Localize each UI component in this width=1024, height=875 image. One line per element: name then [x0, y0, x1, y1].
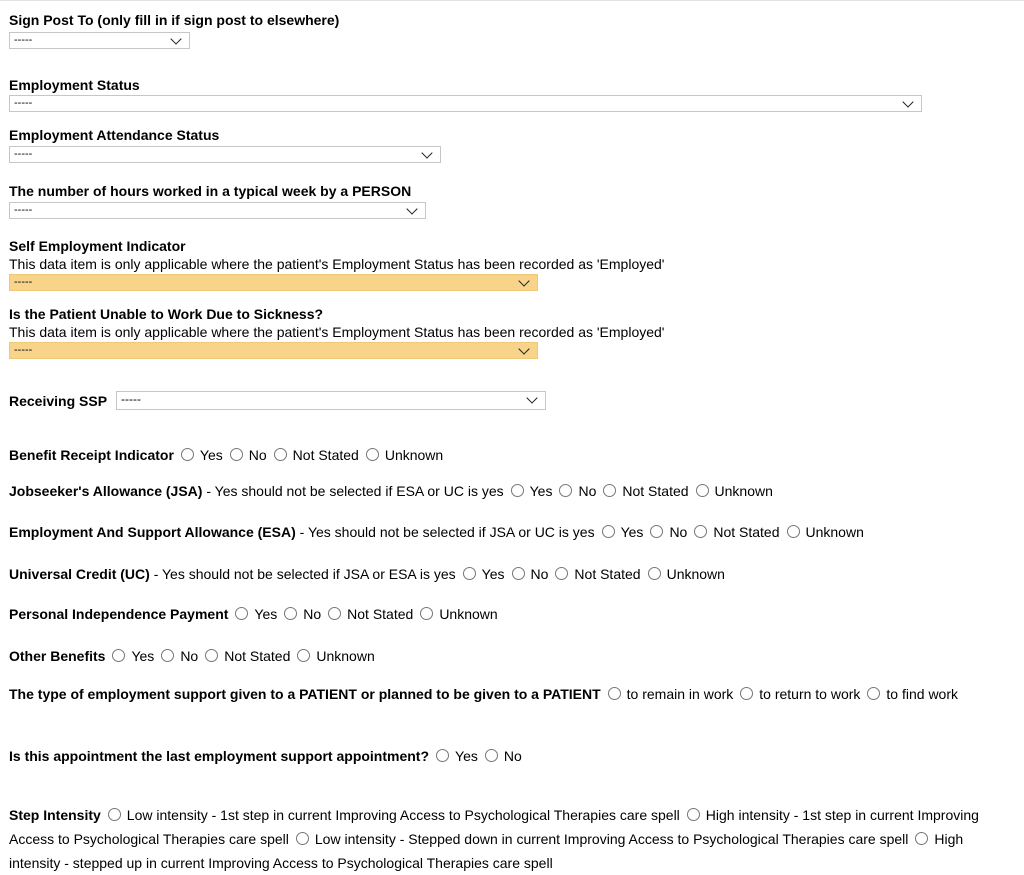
radio-not-stated[interactable]: [603, 484, 616, 497]
radio-low-stepped-down[interactable]: [296, 832, 309, 845]
sign-post-value: -----: [14, 34, 33, 46]
self-employment-label: Self Employment Indicator: [9, 238, 186, 254]
unable-to-work-note: This data item is only applicable where the patient's Employment Status has been recorded as 'Employed': [9, 324, 665, 340]
radio-no[interactable]: [512, 567, 525, 580]
option-label: High intensity - 1st step in current Improving Access to Psychological Therapies care spell: [9, 807, 979, 847]
option-label: to find work: [886, 686, 959, 702]
employment-attendance-value: -----: [14, 148, 33, 160]
radio-unknown[interactable]: [648, 567, 661, 580]
step-intensity-label: Step Intensity: [9, 807, 101, 823]
radio-no[interactable]: [559, 484, 572, 497]
chevron-down-icon: [406, 203, 417, 214]
option-label: Not Stated: [574, 566, 641, 582]
option-label: No: [180, 648, 199, 664]
chevron-down-icon: [170, 33, 181, 44]
chevron-down-icon: [902, 96, 913, 107]
hours-worked-select[interactable]: [9, 202, 426, 219]
radio-yes[interactable]: [235, 607, 248, 620]
radio-no[interactable]: [485, 749, 498, 762]
option-label: to remain in work: [626, 686, 734, 702]
option-label: High intensity - stepped up in current Improving Access to Psychological Therapies care spell: [9, 831, 964, 871]
hours-worked-label: The number of hours worked in a typical week by a PERSON: [9, 183, 412, 199]
radio-return-to-work[interactable]: [740, 687, 753, 700]
chevron-down-icon: [421, 147, 432, 158]
radio-no[interactable]: [650, 525, 663, 538]
radio-not-stated[interactable]: [328, 607, 341, 620]
other-benefits-row: [9, 647, 375, 665]
unable-to-work-label: Is the Patient Unable to Work Due to Sickness?: [9, 306, 324, 322]
self-employment-select[interactable]: [9, 274, 538, 291]
support-type-row: [9, 685, 1009, 703]
option-label: Yes: [199, 447, 223, 463]
radio-yes[interactable]: [511, 484, 524, 497]
option-label: Yes: [455, 748, 478, 764]
radio-yes[interactable]: [463, 567, 476, 580]
option-label: Unknown: [666, 566, 725, 582]
radio-high-1st[interactable]: [687, 808, 700, 821]
sign-post-label: Sign Post To (only fill in if sign post to elsewhere): [9, 12, 340, 28]
unable-to-work-value: -----: [14, 344, 33, 356]
radio-remain-in-work[interactable]: [608, 687, 621, 700]
other-benefits-label: Other Benefits: [9, 648, 106, 664]
radio-no[interactable]: [284, 607, 297, 620]
option-label: Unknown: [384, 447, 444, 463]
esa-label: Employment And Support Allowance (ESA): [9, 524, 296, 540]
option-label: No: [503, 748, 522, 764]
pip-row: [9, 605, 498, 623]
option-label: Not Stated: [622, 483, 689, 499]
radio-not-stated[interactable]: [694, 525, 707, 538]
radio-not-stated[interactable]: [274, 448, 287, 461]
step-intensity-row: [9, 803, 1009, 875]
employment-status-value: -----: [14, 97, 33, 109]
option-label: Unknown: [316, 648, 375, 664]
option-label: Low intensity - 1st step in current Improving Access to Psychological Therapies care spell: [126, 807, 680, 823]
support-type-label: The type of employment support given to a PATIENT or planned to be given to a PATIENT: [9, 686, 601, 702]
radio-high-stepped-up[interactable]: [915, 832, 928, 845]
radio-yes[interactable]: [112, 649, 125, 662]
unable-to-work-select[interactable]: [9, 342, 538, 359]
receiving-ssp-select[interactable]: [116, 391, 546, 410]
employment-attendance-label: Employment Attendance Status: [9, 127, 220, 143]
radio-no[interactable]: [161, 649, 174, 662]
last-appointment-row: [9, 747, 522, 765]
radio-unknown[interactable]: [696, 484, 709, 497]
option-label: Unknown: [805, 524, 864, 540]
option-label: Unknown: [439, 606, 498, 622]
top-divider: [0, 0, 1024, 1]
option-label: No: [669, 524, 688, 540]
chevron-down-icon: [518, 275, 529, 286]
uc-note: - Yes should not be selected if JSA or ESA is yes: [149, 566, 456, 582]
chevron-down-icon: [526, 392, 537, 403]
employment-status-label: Employment Status: [9, 77, 140, 93]
option-label: Yes: [254, 606, 278, 622]
self-employment-value: -----: [14, 276, 33, 288]
jsa-note: - Yes should not be selected if ESA or UC is yes: [202, 483, 504, 499]
radio-unknown[interactable]: [420, 607, 433, 620]
radio-find-work[interactable]: [867, 687, 880, 700]
option-label: Not Stated: [292, 447, 359, 463]
option-label: Low intensity - Stepped down in current Improving Access to Psychological Therapies care spell: [314, 831, 909, 847]
pip-label: Personal Independence Payment: [9, 606, 229, 622]
option-label: No: [530, 566, 549, 582]
radio-not-stated[interactable]: [205, 649, 218, 662]
jsa-label: Jobseeker's Allowance (JSA): [9, 483, 203, 499]
esa-note: - Yes should not be selected if JSA or UC is yes: [295, 524, 595, 540]
radio-unknown[interactable]: [787, 525, 800, 538]
radio-no[interactable]: [230, 448, 243, 461]
option-label: Yes: [529, 483, 553, 499]
esa-row: [9, 523, 864, 541]
radio-yes[interactable]: [436, 749, 449, 762]
radio-yes[interactable]: [181, 448, 194, 461]
jsa-row: [9, 482, 773, 500]
radio-low-1st[interactable]: [108, 808, 121, 821]
uc-label: Universal Credit (UC): [9, 566, 150, 582]
hours-worked-value: -----: [14, 204, 33, 216]
radio-unknown[interactable]: [366, 448, 379, 461]
option-label: Yes: [131, 648, 155, 664]
radio-not-stated[interactable]: [555, 567, 568, 580]
radio-yes[interactable]: [602, 525, 615, 538]
receiving-ssp-value: -----: [121, 392, 141, 406]
uc-row: [9, 565, 725, 583]
receiving-ssp-label: Receiving SSP: [9, 393, 108, 409]
option-label: Not Stated: [347, 606, 414, 622]
option-label: No: [303, 606, 322, 622]
benefit-receipt-row: [9, 446, 443, 464]
chevron-down-icon: [518, 343, 529, 354]
option-label: Not Stated: [224, 648, 291, 664]
radio-unknown[interactable]: [297, 649, 310, 662]
option-label: No: [248, 447, 267, 463]
employment-status-select[interactable]: [9, 95, 922, 112]
option-label: Not Stated: [713, 524, 780, 540]
last-appointment-label: Is this appointment the last employment support appointment?: [9, 748, 430, 764]
option-label: Yes: [481, 566, 505, 582]
option-label: Yes: [620, 524, 644, 540]
option-label: No: [578, 483, 597, 499]
employment-attendance-select[interactable]: [9, 146, 441, 163]
option-label: to return to work: [759, 686, 861, 702]
self-employment-note: This data item is only applicable where the patient's Employment Status has been recorded as 'Employed': [9, 256, 665, 272]
benefit-receipt-label: Benefit Receipt Indicator: [9, 447, 174, 463]
option-label: Unknown: [714, 483, 773, 499]
sign-post-select[interactable]: [9, 32, 190, 49]
